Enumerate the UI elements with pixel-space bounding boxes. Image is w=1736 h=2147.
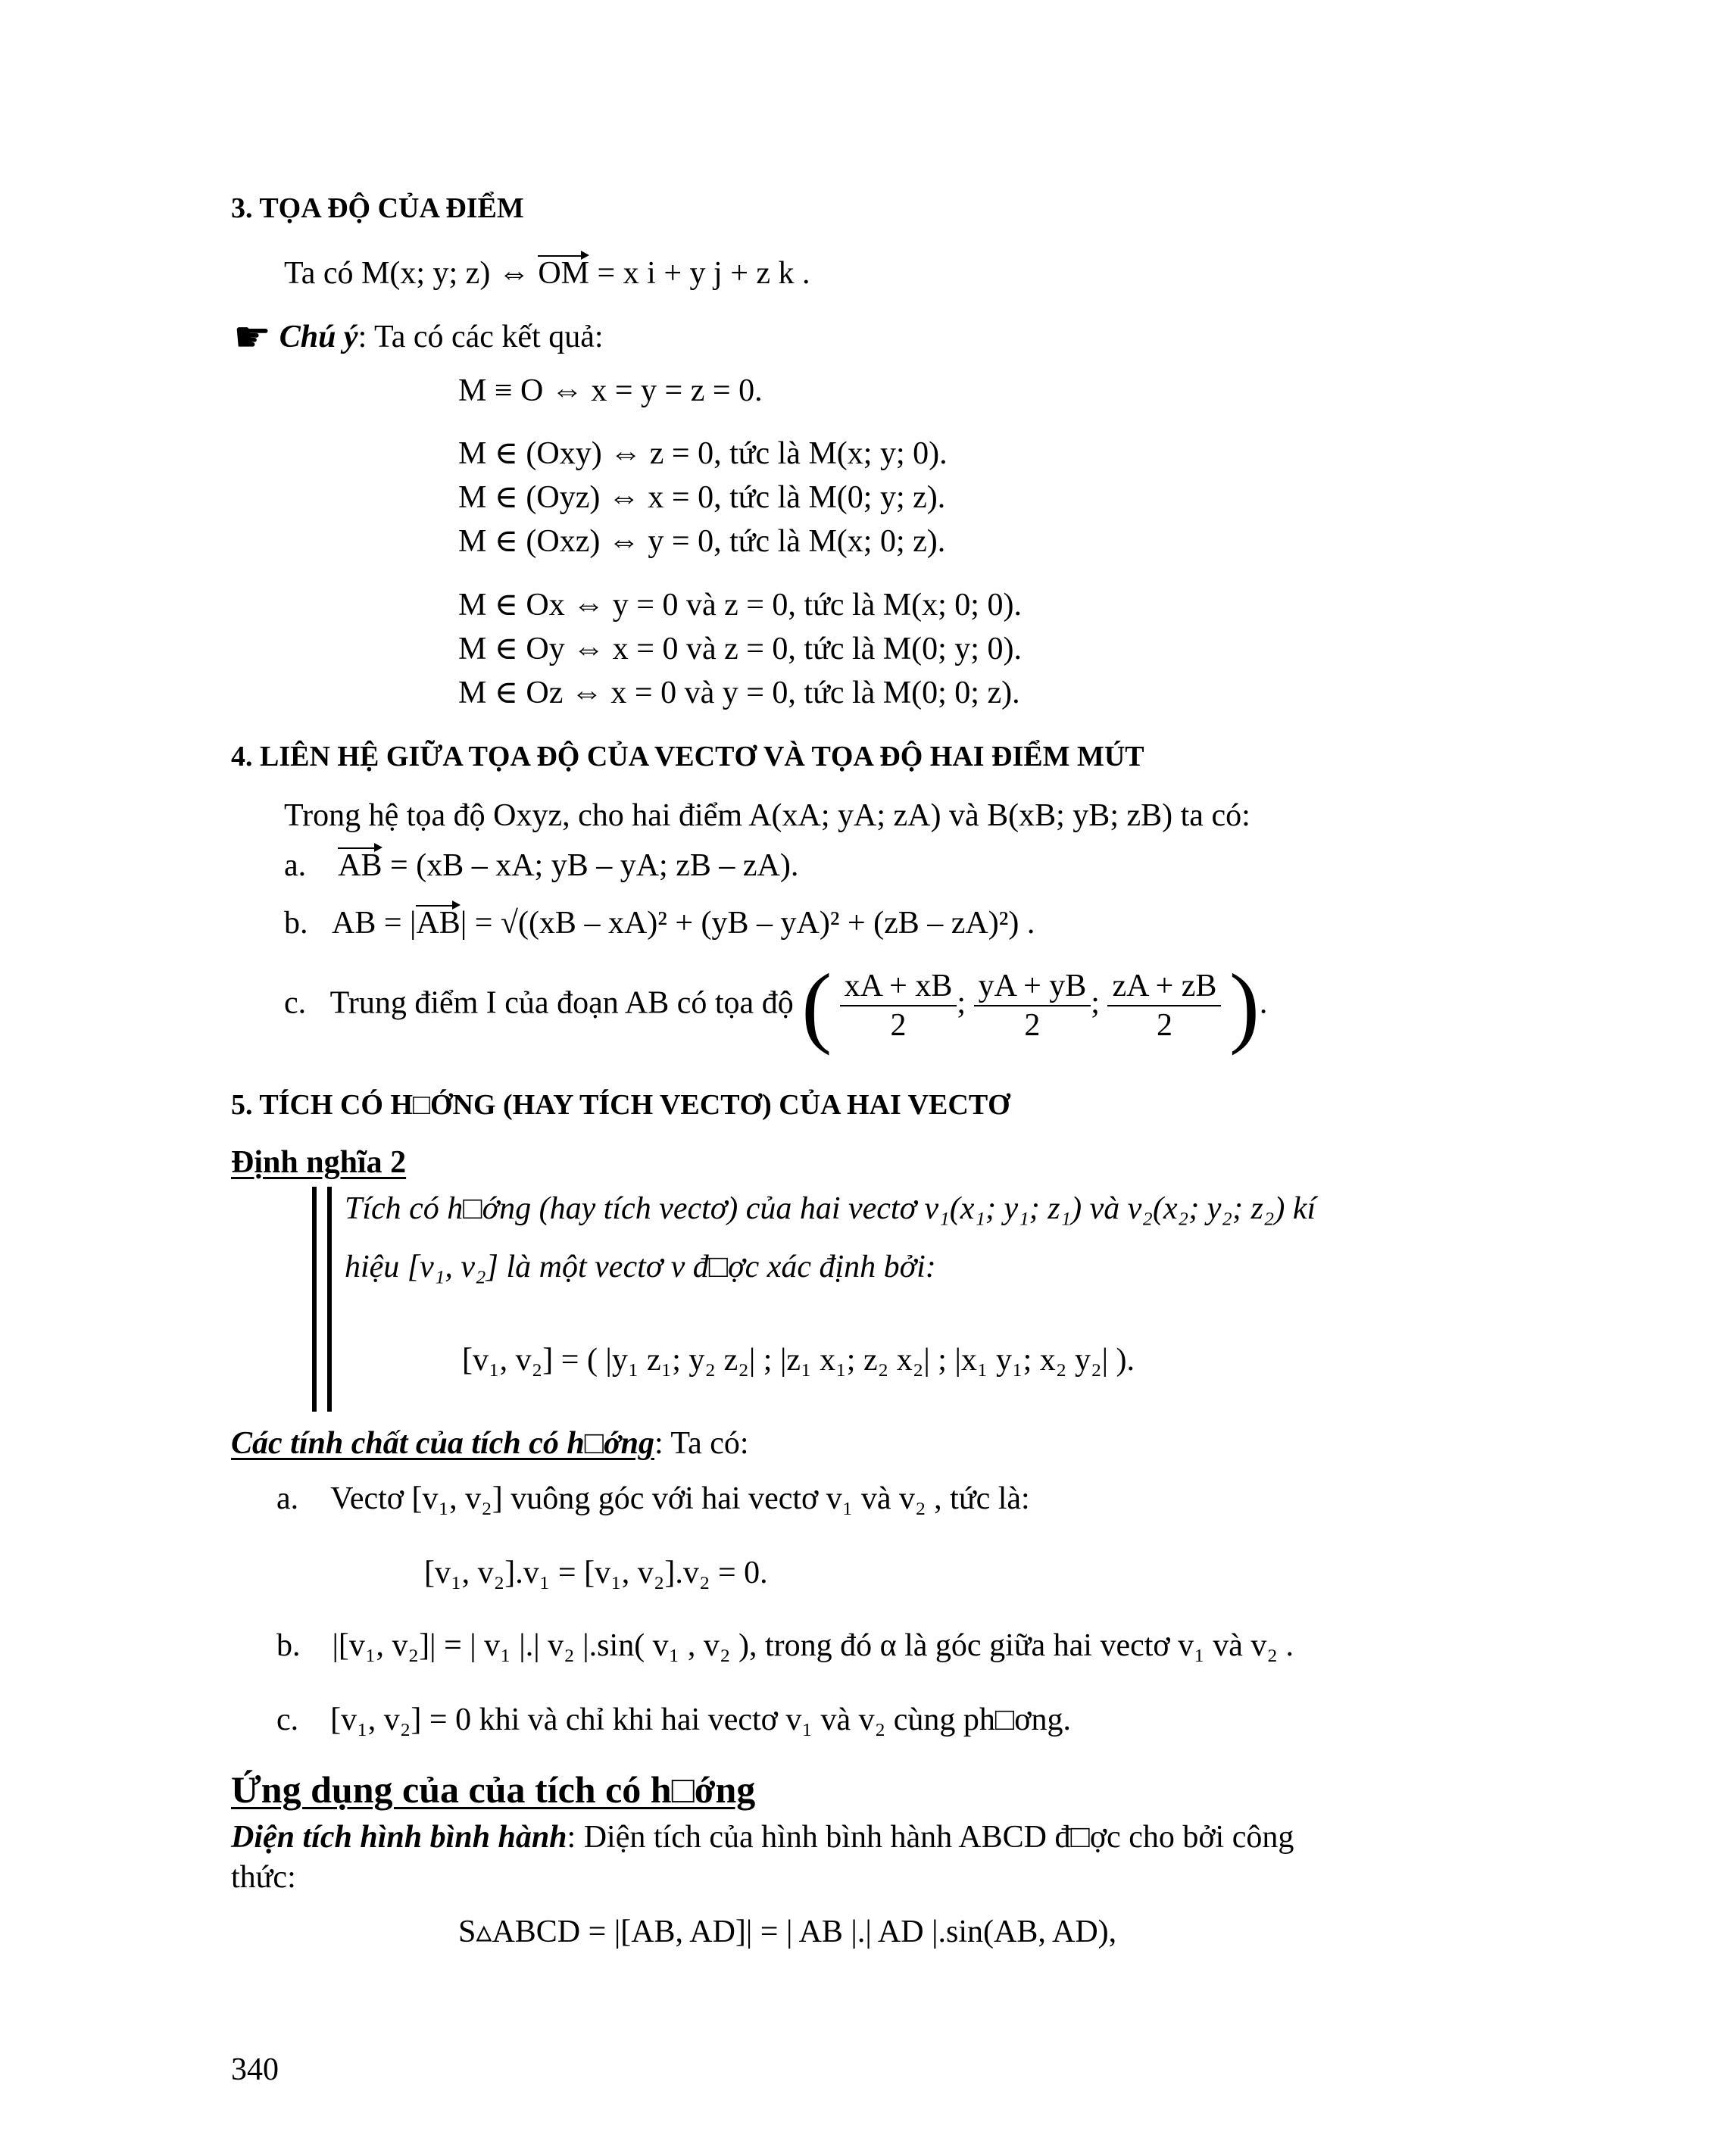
definition-side-bar: [312, 1187, 332, 1412]
definition-title: Định nghĩa 2: [231, 1145, 407, 1180]
note-heading: [233, 314, 604, 361]
item-c: c. Trung điểm I của đoạn AB có tọa độ ( $\frac{xA + xB}{2}$ ; $\frac{yA + yB}{2}$ ; $\frac{zA + zB}{2}$ ).: [284, 955, 1268, 1056]
properties-heading: [231, 1428, 749, 1459]
om-vector: OM: [538, 256, 589, 291]
midpoint-z-fraction: $\frac{zA + zB}{2}$: [1107, 970, 1221, 1041]
section-3-intro: [284, 257, 810, 289]
definition-formula: [v₁, v₂] = ( |y₁ z₁; y₂ z₂| ; |z₁ x₁; z₂ x₂| ; |x₁ y₁; x₂ y₂| ).: [462, 1343, 1135, 1378]
definition-line-2: hiệu [v₁, v₂] là một vectơ v đ□ợc xác định bởi:: [345, 1250, 936, 1284]
note-label: Chú ý: [279, 320, 358, 354]
parallelogram-text: [231, 1821, 1294, 1853]
page-number: 340: [231, 2052, 279, 2087]
property-b: [276, 1630, 1294, 1662]
note-line: M ∈ (Oyz) ⇔ x = 0, tức là M(0; y; z).: [458, 480, 946, 515]
section-4-title: 4. LIÊN HỆ GIỮA TỌA ĐỘ CỦA VECTƠ VÀ TỌA ĐỘ HAI ĐIỂM MÚT: [231, 741, 1144, 772]
ab-vector: AB: [338, 848, 382, 883]
note-line: M ∈ Oz ⇔ x = 0 và y = 0, tức là M(0; 0; z).: [458, 676, 1020, 710]
note-line: M ∈ Oy ⇔ x = 0 và z = 0, tức là M(0; y; 0).: [458, 632, 1022, 666]
parallelogram-label: Diện tích hình bình hành: [231, 1820, 567, 1855]
note-line: M ∈ (Oxz) ⇔ y = 0, tức là M(x; 0; z).: [458, 524, 946, 559]
property-c-label: c.: [276, 1702, 299, 1737]
parallelogram-desc: : Diện tích của hình bình hành ABCD đ□ợc cho bởi công: [567, 1820, 1294, 1855]
section-4-intro: Trong hệ tọa độ Oxyz, cho hai điểm A(xA; yA; zA) và B(xB; yB; zB) ta có:: [284, 798, 1250, 833]
property-b-text: |[v₁, v₂]| = | v₁ |.| v₂ |.sin( v₁ , v₂ ), trong đó α là góc giữa hai vectơ v₁ và v₂ .: [332, 1628, 1294, 1663]
note-line: M ≡ O ⇔ x = y = z = 0.: [458, 373, 763, 408]
item-a-label: a.: [284, 848, 307, 883]
item-c-label: c.: [284, 985, 307, 1021]
item-a: [284, 850, 798, 882]
pointing-hand-icon: ☛: [233, 314, 272, 361]
midpoint-x-fraction: $\frac{xA + xB}{2}$: [840, 970, 957, 1041]
property-c-text: [v₁, v₂] = 0 khi và chỉ khi hai vectơ v₁ và v₂ cùng ph□ơng.: [330, 1702, 1072, 1737]
parallelogram-text-2: thức:: [231, 1860, 296, 1895]
intro-text-a: Ta có M(x; y; z) ⇔: [284, 256, 539, 291]
property-c: [276, 1704, 1071, 1736]
definition-line-1: Tích có h□ớng (hay tích vectơ) của hai vectơ v₁(x₁; y₁; z₁) và v₂(x₂; y₂; z₂) kí: [345, 1191, 1316, 1226]
item-b-text: AB = |: [332, 906, 417, 941]
property-b-label: b.: [276, 1628, 301, 1663]
note-text: : Ta có các kết quả:: [358, 320, 604, 354]
item-b: [284, 907, 1035, 939]
property-a-equation: [v₁, v₂].v₁ = [v₁, v₂].v₂ = 0.: [424, 1556, 768, 1590]
item-b-label: b.: [284, 906, 308, 941]
properties-text: : Ta có:: [654, 1426, 749, 1461]
section-3-title: 3. TỌA ĐỘ CỦA ĐIỂM: [231, 192, 524, 224]
item-c-text: Trung điểm I của đoạn AB có tọa độ: [329, 985, 794, 1021]
midpoint-y-fraction: $\frac{yA + yB}{2}$: [974, 970, 1091, 1041]
parallelogram-formula: S▵ABCD = |[AB, AD]| = | AB |.| AD |.sin(AB, AD),: [458, 1915, 1117, 1949]
note-line: M ∈ (Oxy) ⇔ z = 0, tức là M(x; y; 0).: [458, 436, 948, 471]
property-a-label: a.: [276, 1481, 299, 1516]
ab-vector: AB: [416, 906, 461, 941]
note-line: M ∈ Ox ⇔ y = 0 và z = 0, tức là M(x; 0; 0).: [458, 588, 1022, 623]
section-5-title: 5. TÍCH CÓ H□ỚNG (HAY TÍCH VECTƠ) CỦA HAI VECTƠ: [231, 1089, 1010, 1121]
property-a-text: Vectơ [v₁, v₂] vuông góc với hai vectơ v₁ và v₂ , tức là:: [330, 1481, 1030, 1516]
property-a: [276, 1483, 1030, 1515]
applications-title: Ứng dụng của của tích có h□ớng: [231, 1768, 756, 1811]
item-a-text: = (xB – xA; yB – yA; zB – zA).: [382, 848, 799, 883]
intro-text-b: = x i + y j + z k .: [589, 256, 810, 291]
item-b-text2: | = √((xB – xA)² + (yB – yA)² + (zB – zA)²) .: [460, 906, 1035, 941]
properties-title: Các tính chất của tích có h□ớng: [231, 1426, 654, 1461]
